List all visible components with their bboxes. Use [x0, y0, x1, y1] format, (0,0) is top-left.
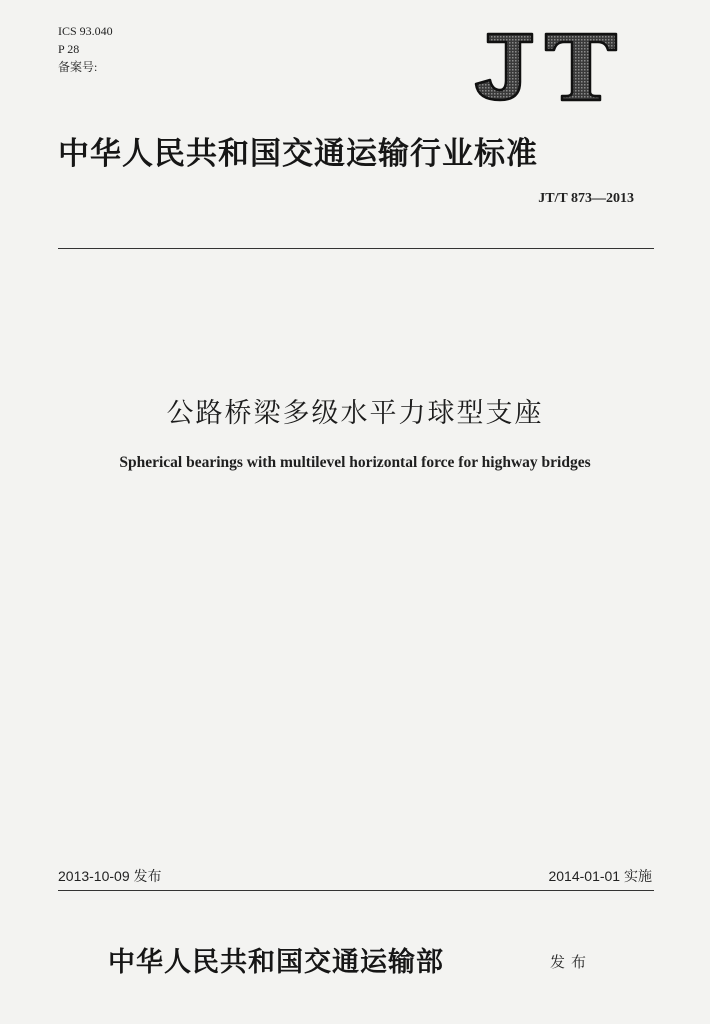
- logo-text: JT: [470, 30, 472, 31]
- top-divider: [58, 248, 654, 249]
- jt-logo: [470, 30, 620, 102]
- publish-label: 发布: [550, 953, 593, 971]
- publishing-authority: 中华人民共和国交通运输部: [108, 947, 444, 978]
- effective-date: 2014-01-01 实施: [548, 868, 652, 884]
- document-title-english: Spherical bearings with multilevel horizontal force for highway bridges: [119, 454, 591, 471]
- standard-number: JT/T 873—2013: [538, 191, 634, 206]
- filing-number-label: 备案号:: [58, 60, 98, 74]
- ics-code: ICS 93.040: [58, 24, 113, 38]
- bottom-divider: [58, 890, 654, 891]
- release-date: 2013-10-09 发布: [58, 868, 162, 884]
- document-title-chinese: 公路桥梁多级水平力球型支座: [166, 398, 544, 429]
- classification-block: [58, 22, 113, 76]
- category-code: P 28: [58, 42, 80, 56]
- issuing-standard-type: 中华人民共和国交通运输行业标准: [58, 136, 538, 172]
